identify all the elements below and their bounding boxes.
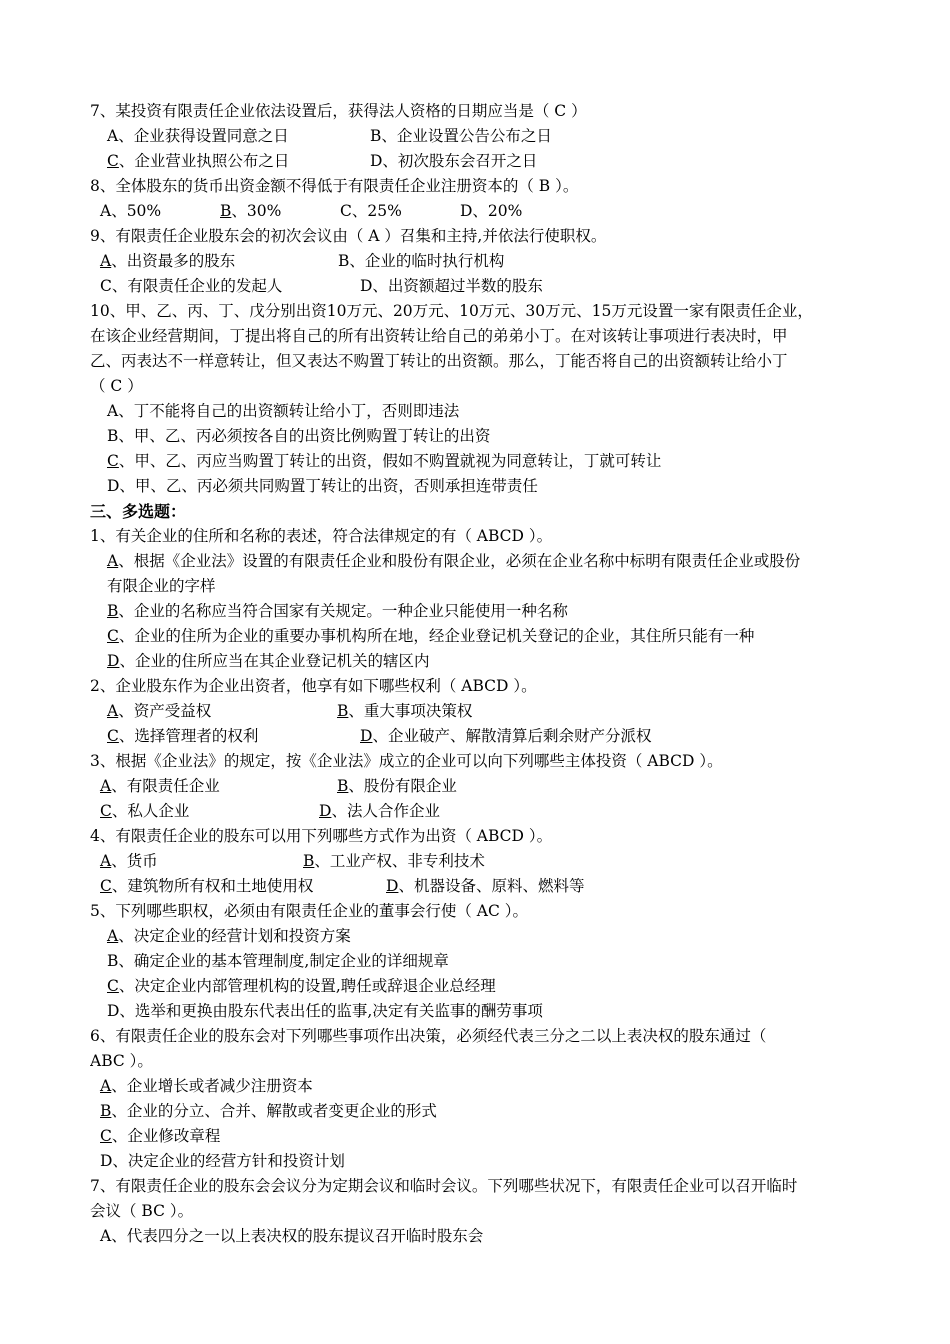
question-text: 3、根据《企业法》的规定，按《企业法》成立的企业可以向下列哪些主体投资（ ABCD ）。 — [90, 752, 723, 770]
option-letter: B — [337, 777, 349, 795]
option-letter: B — [303, 852, 315, 870]
option-letter: D — [319, 802, 332, 820]
option — [370, 149, 537, 174]
option-text: 、根据《企业法》设置的有限责任企业和股份有限企业，必须在企业名称中标明有限责任企业或股份 — [118, 552, 801, 570]
option-letter: C — [107, 452, 119, 470]
option-row — [90, 424, 870, 449]
option — [100, 799, 189, 824]
option-row — [90, 1124, 870, 1149]
option-row — [90, 474, 870, 499]
option-row — [90, 924, 870, 949]
option-row — [90, 449, 870, 474]
option — [107, 599, 568, 624]
option — [107, 474, 538, 499]
option — [360, 724, 651, 749]
option-letter: C — [100, 1127, 112, 1145]
option-text: A、代表四分之一以上表决权的股东提议召开临时股东会 — [100, 1227, 484, 1245]
option-row — [90, 149, 870, 174]
option — [107, 999, 543, 1024]
option-text: D、甲、乙、丙必须共同购置丁转让的出资，否则承担连带责任 — [107, 477, 538, 495]
option — [100, 1074, 313, 1099]
option-letter: C — [107, 727, 119, 745]
option — [107, 924, 351, 949]
option-letter: D — [107, 652, 120, 670]
option — [337, 699, 472, 724]
option-text: 、企业的住所应当在其企业登记机关的辖区内 — [119, 652, 430, 670]
option — [303, 849, 485, 874]
option-text: D、决定企业的经营方针和投资计划 — [100, 1152, 345, 1170]
option-text: 、股份有限企业 — [348, 777, 457, 795]
option-text: 、决定企业的经营计划和投资方案 — [118, 927, 351, 945]
option — [107, 549, 800, 574]
option-text: A、丁不能将自己的出资额转让给小丁，否则即违法 — [107, 402, 460, 420]
question-text: 乙、丙表达不一样意转让，但又表达不购置丁转让的出资额。那么，丁能否将自己的出资额转让给小丁 — [90, 352, 788, 370]
question-text: 8、全体股东的货币出资金额不得低于有限责任企业注册资本的（ B ）。 — [90, 177, 579, 195]
option — [107, 974, 496, 999]
option-text: C、25% — [340, 202, 402, 220]
option — [100, 274, 282, 299]
option — [100, 874, 313, 899]
option-text: 、货币 — [111, 852, 158, 870]
option-row — [90, 724, 870, 749]
option-row — [90, 399, 870, 424]
option-letter: B — [220, 202, 232, 220]
section-heading: 三、多选题： — [90, 502, 187, 521]
option-row — [90, 249, 870, 274]
option-row — [90, 199, 870, 224]
option — [107, 624, 754, 649]
question-text: 会议（ BC ）。 — [90, 1202, 194, 1220]
option-letter: B — [107, 602, 119, 620]
option-row — [90, 649, 870, 674]
option — [100, 1224, 483, 1249]
option-row — [90, 974, 870, 999]
option-text: 、企业破产、解散清算后剩余财产分派权 — [372, 727, 652, 745]
question-text: 10、甲、乙、丙、丁、戊分别出资10万元、20万元、10万元、30万元、15万元设置一家有限责任企业， — [90, 302, 813, 320]
option-letter: A — [107, 552, 119, 570]
option-letter: A — [100, 1077, 112, 1095]
question-text: 2、企业股东作为企业出资者，他享有如下哪些权利（ ABCD ）。 — [90, 677, 537, 695]
option-letter: A — [107, 702, 119, 720]
option — [107, 949, 449, 974]
option — [100, 774, 220, 799]
option — [107, 649, 429, 674]
option — [337, 774, 457, 799]
option-text: B、企业的临时执行机构 — [338, 252, 505, 270]
option-row — [90, 624, 870, 649]
option — [100, 1099, 437, 1124]
option-text: 、决定企业内部管理机构的设置,聘任或辞退企业总经理 — [118, 977, 496, 995]
option-letter: C — [107, 627, 119, 645]
question-text: 7、有限责任企业的股东会会议分为定期会议和临时会议。下列哪些状况下，有限责任企业可以召开临时 — [90, 1177, 798, 1195]
option-text: 、企业增长或者减少注册资本 — [111, 1077, 313, 1095]
option-row — [90, 999, 870, 1024]
option-text: 、选择管理者的权利 — [118, 727, 259, 745]
option-row — [90, 1149, 870, 1174]
option — [107, 724, 258, 749]
option-row — [90, 549, 870, 574]
option-letter: A — [100, 777, 112, 795]
option-text: B、企业设置公告公布之日 — [370, 127, 552, 145]
option-letter: A — [100, 252, 112, 270]
option — [107, 449, 661, 474]
option-row — [90, 274, 870, 299]
option-letter: C — [107, 977, 119, 995]
option — [338, 249, 504, 274]
option-text: D、选举和更换由股东代表出任的监事,决定有关监事的酬劳事项 — [107, 1002, 543, 1020]
option-row — [90, 599, 870, 624]
option-row — [90, 799, 870, 824]
option-letter: D — [360, 727, 373, 745]
option-row — [90, 874, 870, 899]
option-letter: A — [100, 852, 112, 870]
option — [107, 424, 490, 449]
option-text: 、甲、乙、丙应当购置丁转让的出资，假如不购置就视为同意转让，丁就可转让 — [118, 452, 662, 470]
option-row — [90, 699, 870, 724]
option-row — [90, 1074, 870, 1099]
option — [107, 124, 289, 149]
option-text: 有限企业的字样 — [107, 577, 216, 595]
option — [386, 874, 584, 899]
option-text: B、确定企业的基本管理制度,制定企业的详细规章 — [107, 952, 449, 970]
option-text: 、企业的分立、合并、解散或者变更企业的形式 — [111, 1102, 437, 1120]
option-row — [90, 1224, 870, 1249]
option-row — [90, 574, 870, 599]
option-row — [90, 949, 870, 974]
option-text: 、企业的住所为企业的重要办事机构所在地，经企业登记机关登记的企业，其住所只能有一种 — [118, 627, 755, 645]
option-text: 、建筑物所有权和土地使用权 — [111, 877, 314, 895]
option-letter: B — [100, 1102, 112, 1120]
option — [370, 124, 552, 149]
question-text: （ C ） — [90, 377, 143, 395]
option-letter: B — [337, 702, 349, 720]
option-text: 、企业的名称应当符合国家有关规定。一种企业只能使用一种名称 — [118, 602, 568, 620]
option-text: 、有限责任企业 — [111, 777, 220, 795]
option — [360, 274, 543, 299]
option-text: 、重大事项决策权 — [348, 702, 473, 720]
question-text: 6、有限责任企业的股东会对下列哪些事项作出决策，必须经代表三分之二以上表决权的股东通过（ — [90, 1027, 767, 1045]
option-letter: D — [386, 877, 399, 895]
option-text: 、企业修改章程 — [111, 1127, 221, 1145]
question-text: 4、有限责任企业的股东可以用下列哪些方式作为出资（ ABCD ）。 — [90, 827, 553, 845]
question-text: 在该企业经营期间，丁提出将自己的所有出资转让给自己的弟弟小丁。在对该转让事项进行表决时，甲 — [90, 327, 788, 345]
option-text: A、50% — [100, 202, 162, 220]
option — [107, 574, 216, 599]
option — [319, 799, 440, 824]
question-text: 5、下列哪些职权，必须由有限责任企业的董事会行使（ AC ）。 — [90, 902, 529, 920]
option — [220, 199, 281, 224]
option-text: B、甲、乙、丙必须按各自的出资比例购置丁转让的出资 — [107, 427, 491, 445]
option-row — [90, 774, 870, 799]
option-letter: A — [107, 927, 119, 945]
option-text: 、工业产权、非专利技术 — [314, 852, 485, 870]
option-text: 、企业营业执照公布之日 — [118, 152, 290, 170]
option-text: 、私人企业 — [111, 802, 190, 820]
question-text: ABC ）。 — [90, 1052, 153, 1070]
option-text: 、资产受益权 — [118, 702, 212, 720]
option-letter: C — [100, 877, 112, 895]
option-text: D、初次股东会召开之日 — [370, 152, 538, 170]
option — [340, 199, 402, 224]
option-text: 、法人合作企业 — [331, 802, 440, 820]
option — [100, 1149, 345, 1174]
option-text: 、出资最多的股东 — [111, 252, 236, 270]
option — [107, 399, 459, 424]
option-text: 、30% — [231, 202, 282, 220]
option-row — [90, 849, 870, 874]
option — [107, 699, 211, 724]
option-text: 、机器设备、原料、燃料等 — [398, 877, 585, 895]
question-text: 9、有限责任企业股东会的初次会议由（ A ）召集和主持,并依法行使职权。 — [90, 227, 607, 245]
option-row — [90, 124, 870, 149]
option — [100, 249, 235, 274]
option-row — [90, 1099, 870, 1124]
option-text: A、企业获得设置同意之日 — [107, 127, 289, 145]
option — [460, 199, 522, 224]
option-text: C、有限责任企业的发起人 — [100, 277, 283, 295]
option-letter: C — [107, 152, 119, 170]
option-text: D、出资额超过半数的股东 — [360, 277, 543, 295]
option-letter: C — [100, 802, 112, 820]
option — [100, 199, 161, 224]
option — [100, 1124, 220, 1149]
option — [100, 849, 158, 874]
question-text: 7、某投资有限责任企业依法设置后，获得法人资格的日期应当是（ C ） — [90, 102, 587, 120]
question-text: 1、有关企业的住所和名称的表述，符合法律规定的有（ ABCD ）。 — [90, 527, 553, 545]
option-text: D、20% — [460, 202, 523, 220]
option — [107, 149, 289, 174]
